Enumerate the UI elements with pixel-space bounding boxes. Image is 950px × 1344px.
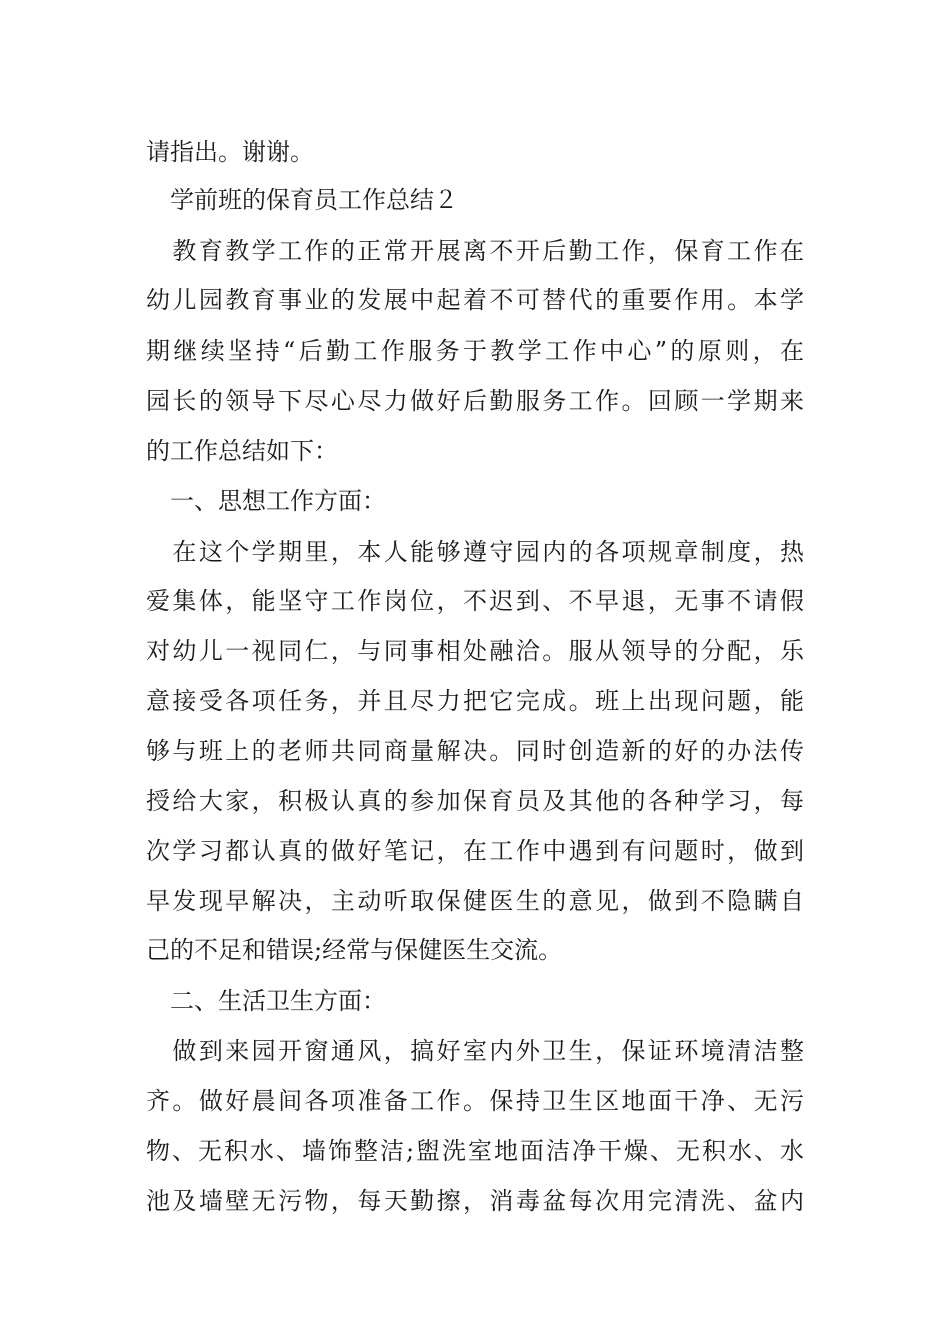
section-heading: 二、生活卫生方面： [146, 987, 386, 1015]
text-line: 池及墙壁无污物，每天勤擦，消毒盆每次用完清洗、盆内 [146, 1187, 804, 1215]
text-line: 早发现早解决，主动听取保健医生的意见，做到不隐瞒自 [146, 887, 804, 915]
text-line: 够与班上的老师共同商量解决。同时创造新的好的办法传 [146, 737, 804, 765]
text-line: 在这个学期里，本人能够遵守园内的各项规章制度，热 [146, 538, 804, 566]
text-line: 请指出。谢谢。 [146, 138, 314, 166]
text-line: 对幼儿一视同仁，与同事相处融洽。服从领导的分配，乐 [146, 637, 804, 665]
text-line: 授给大家，积极认真的参加保育员及其他的各种学习，每 [146, 787, 804, 815]
text-line: 园长的领导下尽心尽力做好后勤服务工作。回顾一学期来 [146, 387, 804, 415]
text-line: 幼儿园教育事业的发展中起着不可替代的重要作用。本学 [146, 286, 804, 314]
text-line: 齐。做好晨间各项准备工作。保持卫生区地面干净、无污 [146, 1087, 804, 1115]
text-line: 爱集体，能坚守工作岗位，不迟到、不早退，无事不请假 [146, 587, 804, 615]
text-line: 次学习都认真的做好笔记，在工作中遇到有问题时，做到 [146, 837, 804, 865]
text-line: 教育教学工作的正常开展离不开后勤工作，保育工作在 [146, 237, 804, 265]
text-line: 意接受各项任务，并且尽力把它完成。班上出现问题，能 [146, 687, 804, 715]
text-line: 的工作总结如下： [146, 437, 338, 465]
text-line: 己的不足和错误;经常与保健医生交流。 [146, 936, 563, 964]
section-title: 学前班的保育员工作总结２ [146, 186, 458, 214]
text-line: 物、无积水、墙饰整洁;盥洗室地面洁净干燥、无积水、水 [146, 1137, 804, 1165]
section-heading: 一、思想工作方面： [146, 487, 386, 515]
text-line: 期继续坚持“后勤工作服务于教学工作中心”的原则，在 [146, 337, 804, 365]
text-line: 做到来园开窗通风，搞好室内外卫生，保证环境清洁整 [146, 1037, 804, 1065]
